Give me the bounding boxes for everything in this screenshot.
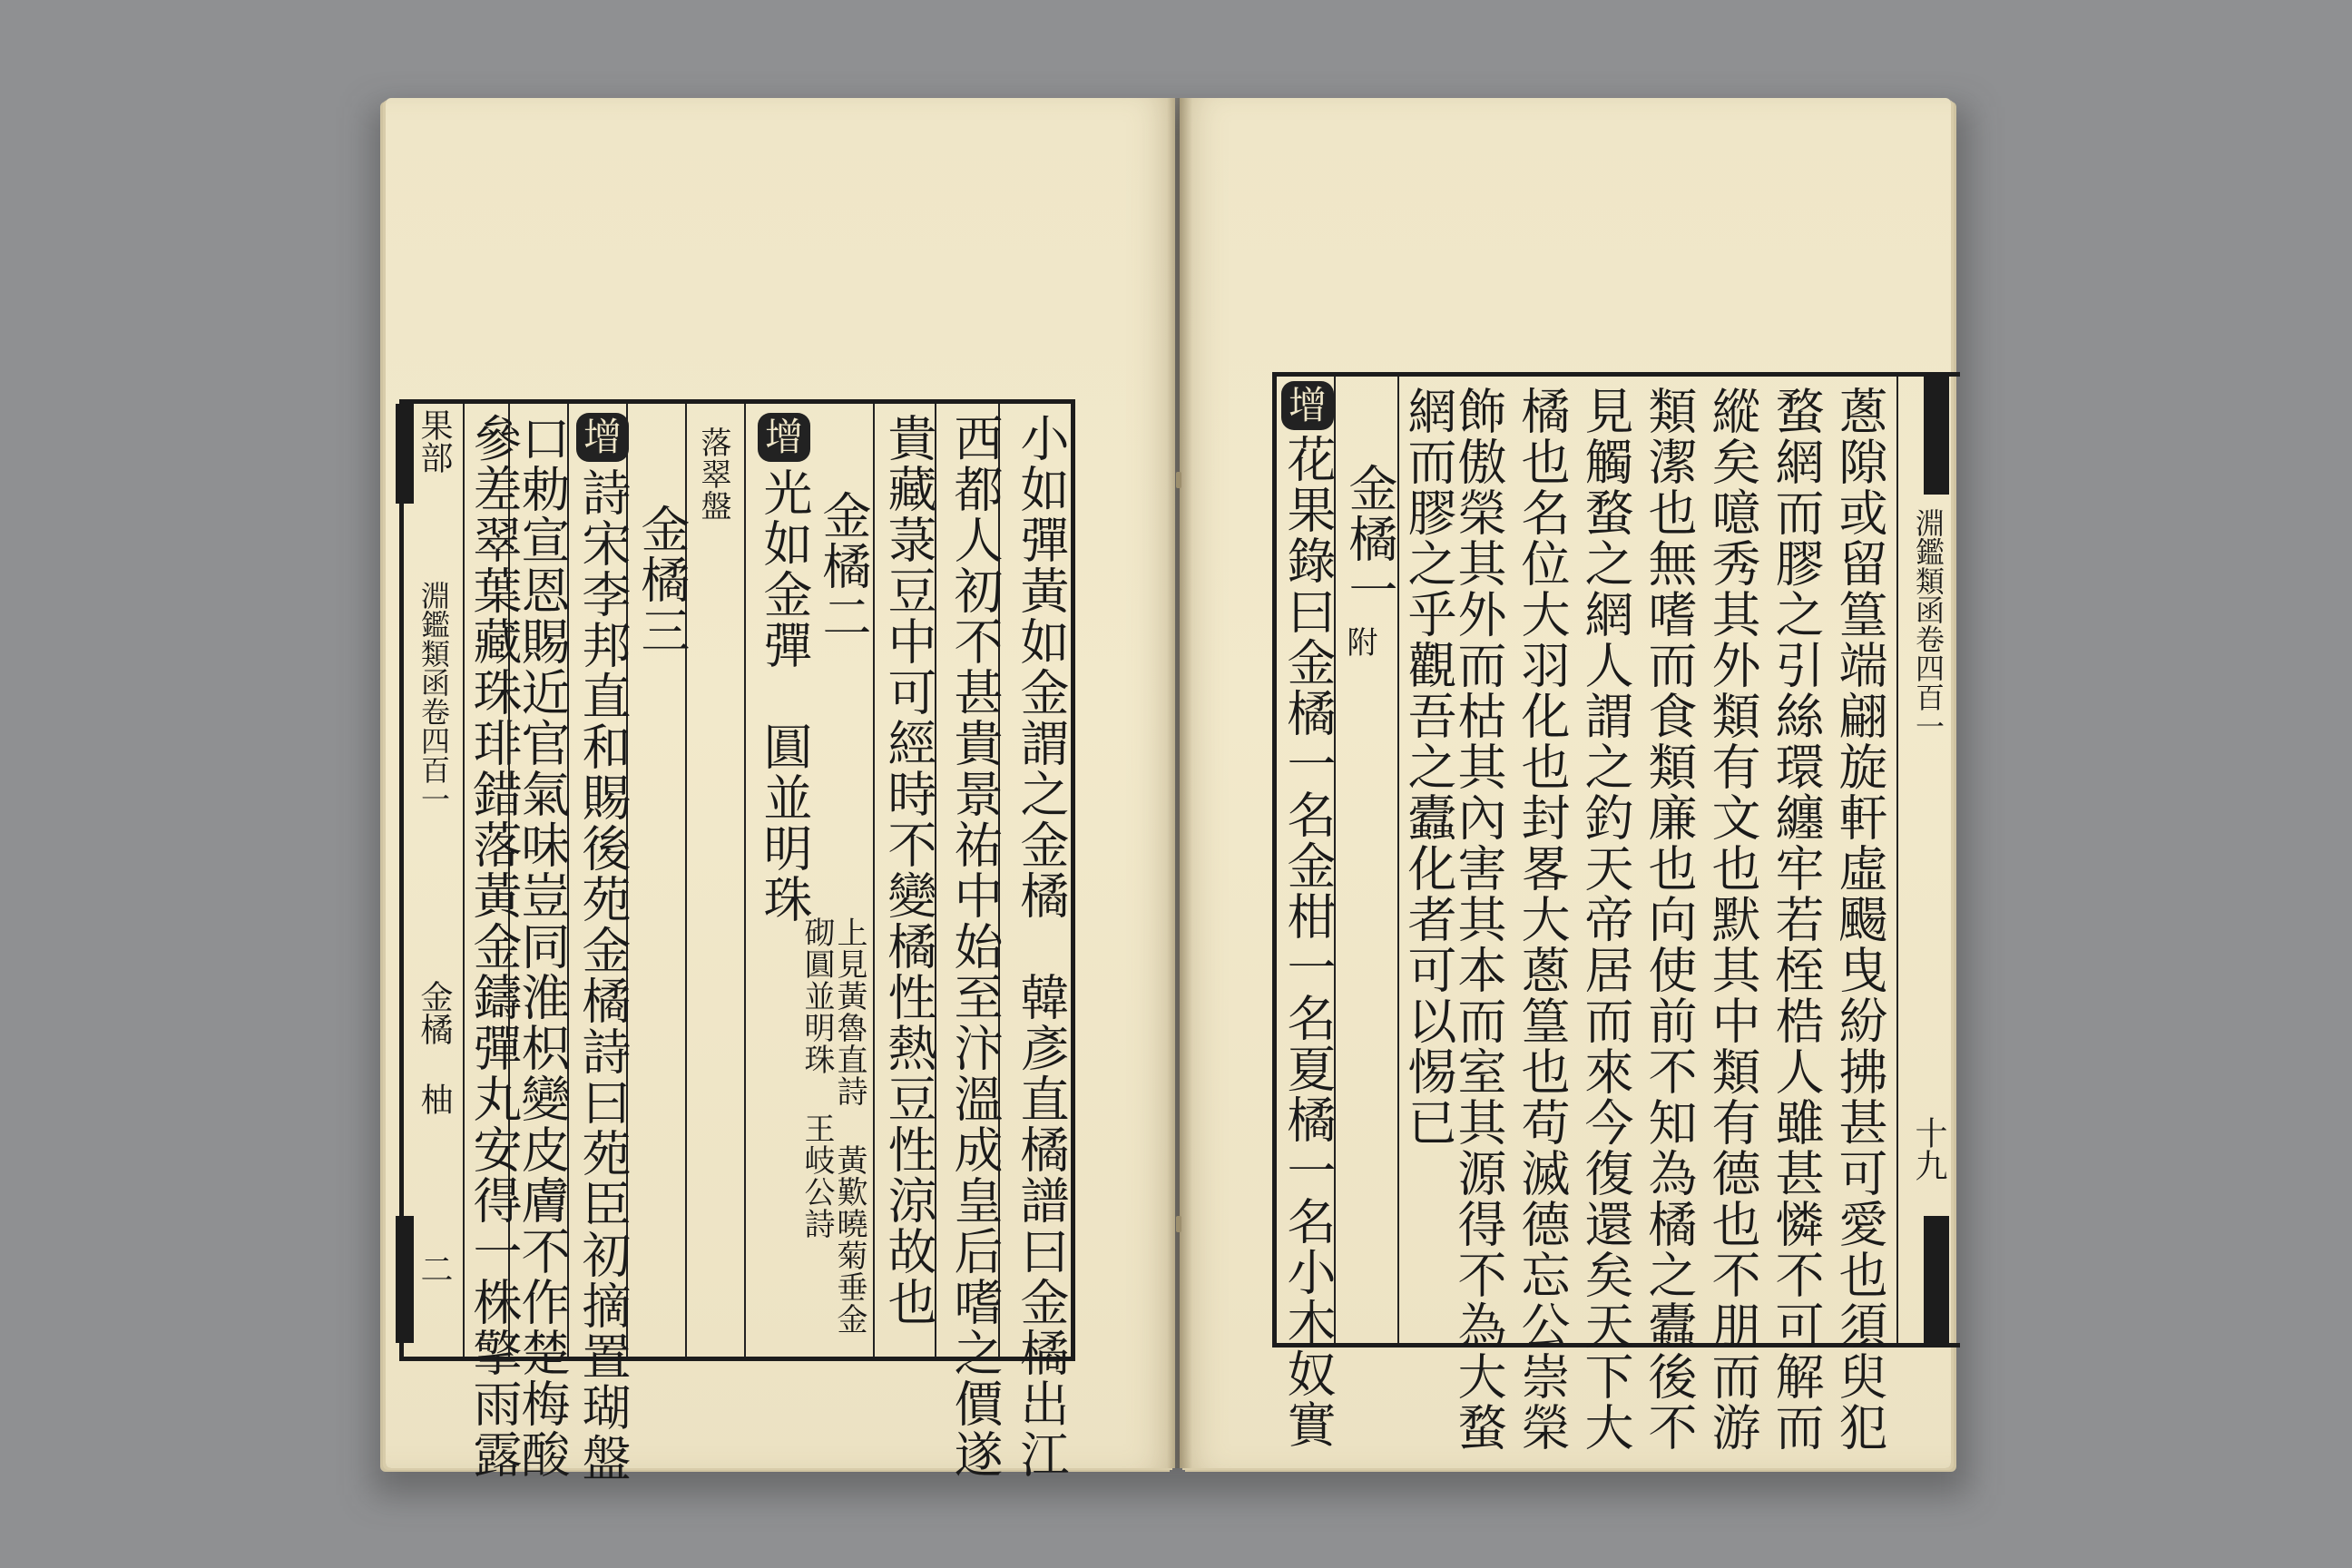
text-column: 貴藏菉豆中可經時不變橘性熱豆性涼故也 [880, 413, 937, 1328]
zeng-badge: 增 [576, 413, 629, 462]
text-column: 飾傲榮其外而枯其內害其本而室其源得不為大蝥 [1450, 386, 1507, 1453]
margin-fishtail-top [1924, 377, 1949, 495]
text-column: 縱矣噫秀其外類有文也默其中類有德也不朋而游 [1704, 386, 1761, 1453]
margin-title: 淵鑑類函卷四百一 [416, 581, 451, 813]
text-column: 金橘三 [633, 504, 691, 656]
zeng-badge: 增 [1281, 381, 1334, 430]
text-column: 網而膠之乎觀吾之蠹化者可以惕已 [1400, 386, 1457, 1148]
margin-fishtail-bottom [1924, 1216, 1949, 1343]
text-column: 參差翠葉藏珠琲錯落黃金鑄彈丸安得一株擎雨露 [466, 413, 523, 1480]
small-note: 落翠盤 [695, 426, 731, 522]
text-column: 蝥網而膠之引絲環纏牢若桎梏人雖甚憐不可解而 [1768, 386, 1825, 1453]
text-column: 小如彈黃如金謂之金橘 韓彥直橘譜曰金橘出江 [1013, 413, 1070, 1480]
margin-title: 淵鑑類函卷四百一 [1911, 508, 1945, 740]
margin-subject: 金橘 柚 [416, 980, 453, 1115]
small-note: 附 [1341, 626, 1377, 658]
margin-section: 果部 [416, 408, 453, 474]
book-gutter [1167, 98, 1192, 1468]
text-column: 口勅宣恩賜近官氣味豈同淮枳變皮膚不作楚梅酸 [514, 413, 571, 1480]
text-column: 金橘二 [815, 490, 872, 642]
text-column: 蔥隙或留篁端翩旋軒虛颺曳紛拂甚可愛也須臾犯 [1831, 386, 1888, 1453]
text-column: 光如金彈 圓並明珠 [756, 467, 813, 925]
margin-fishtail-bottom [396, 1216, 414, 1343]
zeng-badge: 增 [758, 413, 810, 462]
column-rule [873, 404, 875, 1357]
binding-stitch [1176, 1216, 1181, 1232]
margin-leaf-number: 十九 [1910, 1116, 1947, 1181]
column-rule [463, 404, 465, 1357]
column-rule [744, 404, 746, 1357]
margin-leaf-number: 二 [416, 1252, 453, 1285]
text-column: 橘也名位大羽化也封畧大蔥篁也苟滅德忘公崇榮 [1514, 386, 1571, 1453]
column-rule [1896, 377, 1898, 1343]
small-note: 上見黃魯直詩 黃歎曉菊垂金砌圓並明珠 王岐公詩 [799, 916, 867, 1335]
margin-fishtail-top [396, 404, 414, 504]
text-column: 西都人初不甚貴景祐中始至汴溫成皇后嗜之價遂 [946, 413, 1004, 1480]
text-column: 金橘一 [1341, 463, 1398, 615]
text-column: 詩宋李邦直和賜後苑金橘詩曰苑臣初摘置瑚盤 [574, 467, 632, 1484]
text-column: 花果錄曰金橘一名金柑一名夏橘一名小木奴實 [1279, 434, 1337, 1450]
binding-stitch [1176, 472, 1181, 488]
text-column: 類潔也無嗜而食類廉也向使前不知為橘之蠹後不 [1641, 386, 1698, 1453]
text-column: 見觸蝥之網人謂之釣天帝居而來今復還矣天下大 [1577, 386, 1634, 1453]
